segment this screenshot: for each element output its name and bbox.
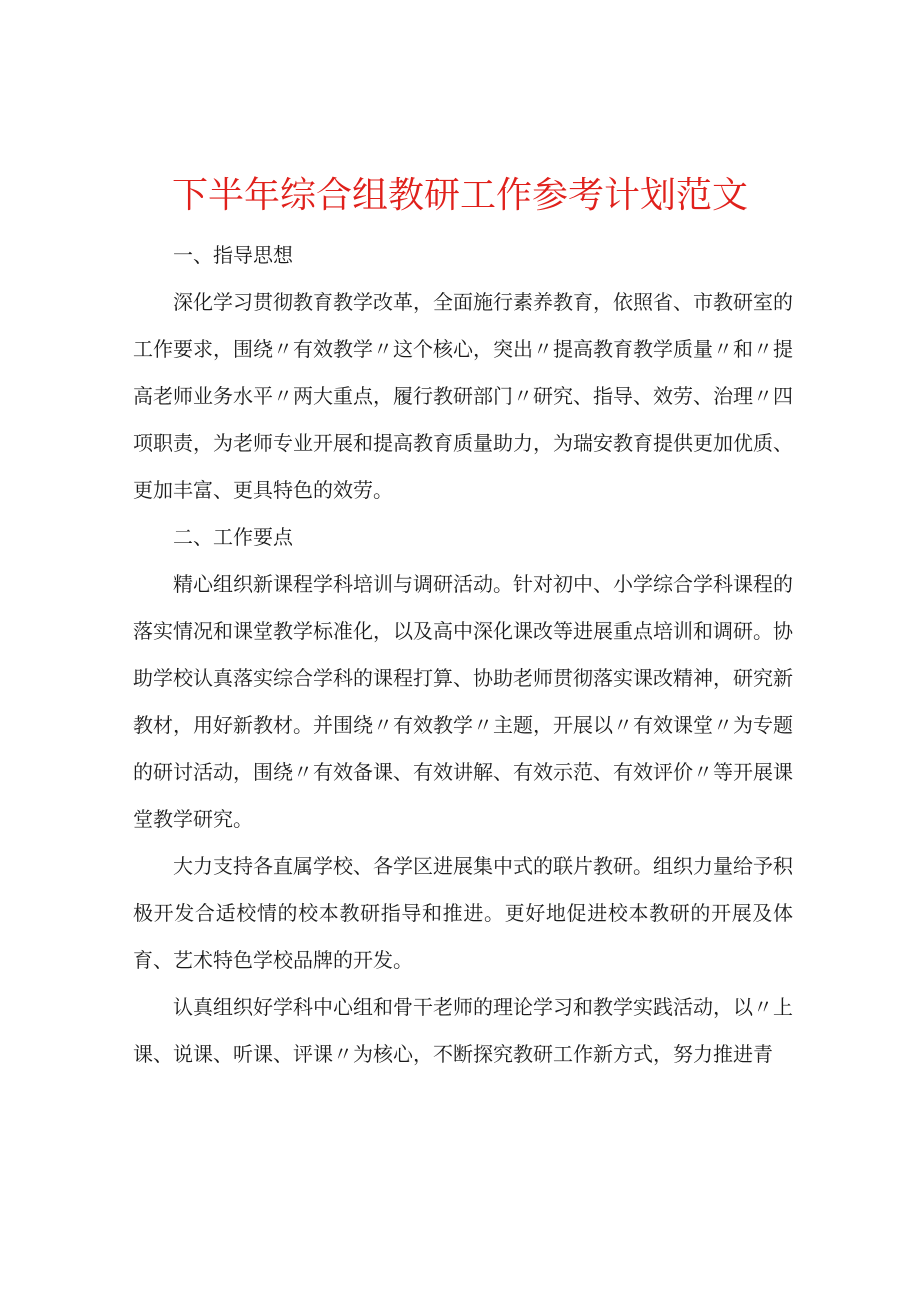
paragraph: 精心组织新课程学科培训与调研活动。针对初中、小学综合学科课程的落实情况和课堂教学标准化，以及高中深化课改等进展重点培训和调研。协助学校认真落实综合学科的课程打算、协助老师贯彻落实课改精神，研究新教材，用好新教材。并围绕〃有效教学〃主题，开展以〃有效课堂〃为专题的研讨活动，围绕〃有效备课、有效讲解、有效示范、有效评价〃等开展课堂教学研究。: [133, 572, 793, 831]
paragraph: 大力支持各直属学校、各学区进展集中式的联片教研。组织力量给予积极开发合适校情的校本教研指导和推进。更好地促进校本教研的开展及体育、艺术特色学校品牌的开发。: [133, 854, 793, 972]
paragraph: 深化学习贯彻教育教学改革，全面施行素养教育，依照省、市教研室的工作要求，围绕〃有效教学〃这个核心，突出〃提高教育教学质量〃和〃提高老师业务水平〃两大重点，履行教研部门〃研究、指导、效劳、治理〃四项职责，为老师专业开展和提高教育质量助力，为瑞安教育提供更加优质、更加丰富、更具特色的效劳。: [133, 290, 793, 502]
paragraph: 认真组织好学科中心组和骨干老师的理论学习和教学实践活动，以〃上课、说课、听课、评课〃为核心，不断探究教研工作新方式，努力推进青: [133, 995, 793, 1066]
section-heading-work-points: 二、工作要点: [173, 525, 293, 549]
section-heading-guiding-ideology: 一、指导思想: [173, 243, 293, 267]
document-body: [133, 232, 793, 1078]
document-title: 下半年综合组教研工作参考计划范文: [171, 175, 748, 216]
